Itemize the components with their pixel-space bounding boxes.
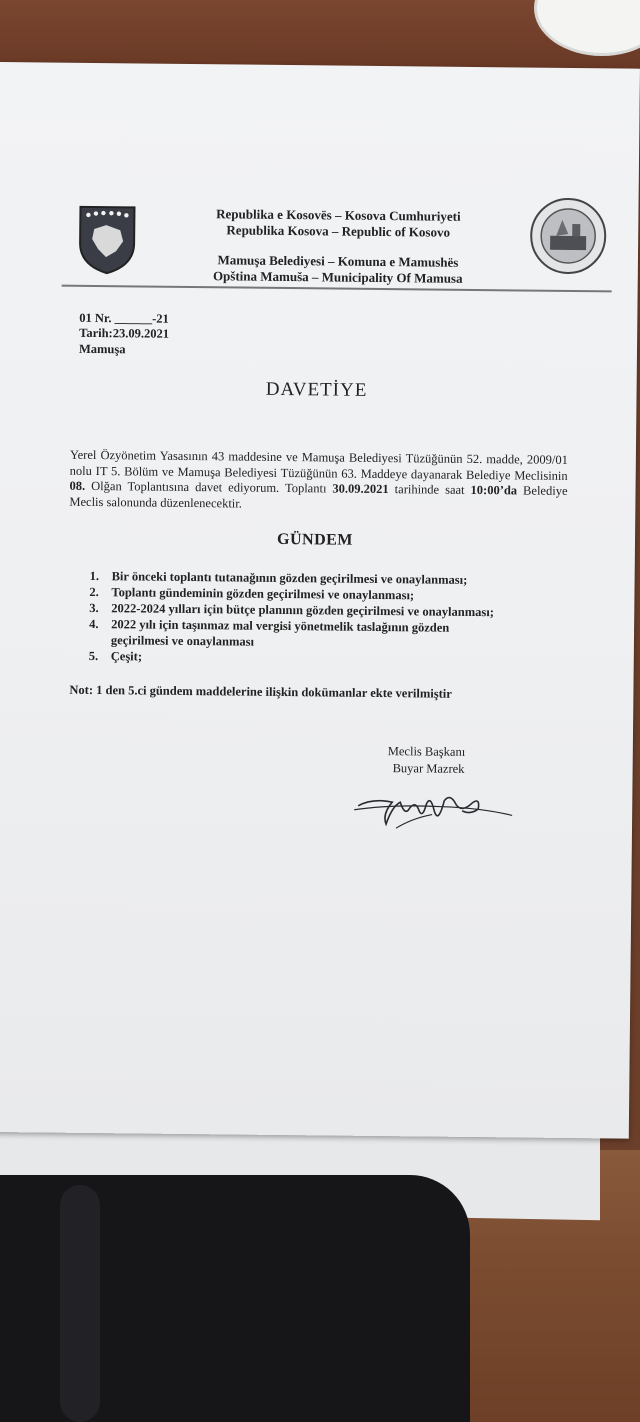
handwritten-signature xyxy=(352,784,517,834)
signer-name: Buyar Mazrek xyxy=(392,761,465,776)
signer-role: Meclis Başkanı xyxy=(387,744,466,759)
agenda-item-number: 5. xyxy=(88,648,99,664)
document-title: DAVETİYE xyxy=(265,378,368,401)
agenda-item xyxy=(89,616,559,653)
document-place: Mamuşa xyxy=(78,341,126,357)
agenda-item-number: 3. xyxy=(89,600,99,616)
header-divider xyxy=(62,285,612,293)
agenda-item-number: 1. xyxy=(89,568,100,584)
body-text-start: Yerel Özyönetim Yasasının 43 maddesine ve Mamuşa Belediyesi Tüzüğünün 52. madde, 2009/01 nolu IT 5. Bölüm ve Mamuşa Belediyesi Tüzüğünün 63. Maddeye dayanarak Belediye Meclisinin xyxy=(69,447,568,483)
kosovo-emblem-icon xyxy=(76,203,139,276)
person-leg-fold xyxy=(60,1185,100,1422)
agenda-item-number: 2. xyxy=(89,584,99,600)
body-text-end: Belediye Meclis salonunda düzenlenecektir. xyxy=(69,483,568,511)
header-line-3: Mamuşa Belediyesi – Komuna e Mamushës xyxy=(217,252,459,270)
document-date: Tarih:23.09.2021 xyxy=(79,325,170,341)
document-number: 01 Nr. ______-21 xyxy=(79,310,169,326)
agenda-item-text: 2022-2024 yılları için bütçe planının gözden geçirilmesi ve onaylanması; xyxy=(111,601,494,620)
body-text-mid2: tarihinde saat xyxy=(388,482,471,497)
agenda-title: GÜNDEM xyxy=(276,530,354,549)
agenda-item-number: 4. xyxy=(89,616,99,632)
document-page xyxy=(0,62,640,1139)
invitation-body xyxy=(69,448,568,515)
body-text-mid: Olğan Toplantısına davet ediyorum. Toplantı xyxy=(85,478,333,496)
agenda-item-text: Toplantı gündeminin gözden geçirilmesi ve onaylanması; xyxy=(111,585,415,603)
header-line-1: Republika e Kosovës – Kosova Cumhuriyeti xyxy=(216,206,461,224)
header-line-2: Republika Kosova – Republic of Kosovo xyxy=(226,222,451,240)
body-session-number: 08. xyxy=(69,478,86,493)
body-meeting-date: 30.09.2021 xyxy=(332,481,389,497)
body-meeting-time: 10:00’da xyxy=(470,482,518,498)
header-line-4: Opština Mamuša – Municipality Of Mamusa xyxy=(212,268,463,286)
agenda-item-text: Çeşit; xyxy=(110,649,143,664)
agenda-item-text: Bir önceki toplantı tutanağının gözden geçirilmesi ve onaylanması; xyxy=(111,569,468,587)
agenda-item-text: 2022 yılı için taşınmaz mal vergisi yönetmelik taslağının gözden geçirilmesi ve onaylanması xyxy=(110,617,450,649)
documents-note: Not: 1 den 5.ci gündem maddelerine ilişkin dokümanlar ekte verilmiştir xyxy=(69,682,452,701)
agenda-list xyxy=(89,568,560,669)
municipality-seal-icon xyxy=(528,196,609,277)
